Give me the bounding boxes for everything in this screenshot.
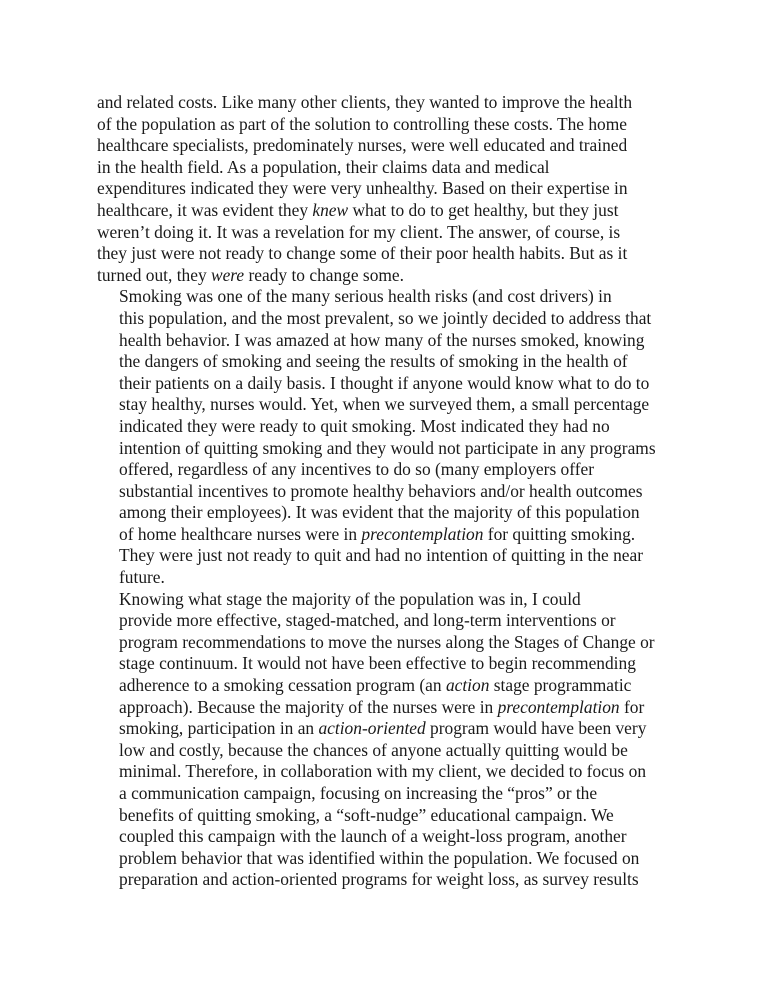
text-run: coupled this campaign with the launch of a weight-loss program, another [119, 826, 627, 847]
text-run: substantial incentives to promote healthy behaviors and/or health outcomes [119, 480, 643, 501]
text-run: health behavior. I was amazed at how many of the nurses smoked, knowing [119, 329, 645, 350]
document-page [97, 92, 682, 891]
text-line [97, 92, 682, 114]
text-line [97, 308, 682, 330]
text-line [97, 351, 682, 373]
italic-text-run: action [445, 675, 490, 696]
text-line [97, 222, 682, 244]
italic-text-run: were [210, 264, 245, 285]
text-run: among their employees). It was evident that the majority of this population [119, 502, 640, 523]
text-run: provide more effective, staged-matched, and long-term interventions or [119, 610, 616, 631]
text-line [97, 589, 682, 611]
text-line [97, 373, 682, 395]
text-run: stay healthy, nurses would. Yet, when we surveyed them, a small percentage [119, 394, 650, 415]
text-run: their patients on a daily basis. I thought if anyone would know what to do to [119, 372, 650, 393]
text-line [97, 567, 682, 589]
text-line [97, 653, 682, 675]
text-run: They were just not ready to quit and had no intention of quitting in the near [119, 545, 644, 566]
text-run: program would have been very [425, 718, 647, 739]
text-line [97, 675, 682, 697]
text-run: intention of quitting smoking and they would not participate in any programs [119, 437, 656, 458]
text-run: minimal. Therefore, in collaboration with my client, we decided to focus on [119, 761, 647, 782]
text-run: stage continuum. It would not have been effective to begin recommending [119, 653, 636, 674]
italic-text-run: knew [312, 199, 349, 220]
text-run: they just were not ready to change some of their poor health habits. But as it [97, 243, 628, 264]
text-line [97, 114, 682, 136]
text-run: indicated they were ready to quit smoking. Most indicated they had no [119, 415, 610, 436]
text-run: what to do to get healthy, but they just [348, 199, 619, 220]
text-run: the dangers of smoking and seeing the results of smoking in the health of [119, 351, 628, 372]
text-run: and related costs. Like many other clients, they wanted to improve the health [97, 92, 633, 112]
text-run: Knowing what stage the majority of the population was in, I could [119, 588, 581, 609]
text-line [97, 826, 682, 848]
text-line [97, 610, 682, 632]
text-run: program recommendations to move the nurses along the Stages of Change or [119, 631, 655, 652]
text-line [97, 718, 682, 740]
text-run: low and costly, because the chances of anyone actually quitting would be [119, 739, 628, 760]
text-run: benefits of quitting smoking, a “soft-nudge” educational campaign. We [119, 804, 614, 825]
body-paragraph [97, 286, 682, 588]
text-line [97, 265, 682, 287]
body-paragraph [97, 589, 682, 891]
text-run: smoking, participation in an [119, 718, 319, 739]
text-run: approach). Because the majority of the nurses were in [119, 696, 498, 717]
italic-text-run: precontemplation [497, 696, 620, 717]
text-line [97, 632, 682, 654]
text-line [97, 502, 682, 524]
text-run: adherence to a smoking cessation program (an [119, 675, 446, 696]
text-line [97, 178, 682, 200]
text-line [97, 200, 682, 222]
text-line [97, 481, 682, 503]
text-line [97, 157, 682, 179]
text-line [97, 394, 682, 416]
body-paragraph [97, 92, 682, 286]
italic-text-run: action-oriented [318, 718, 426, 739]
text-run: for quitting smoking. [483, 523, 636, 544]
text-line [97, 524, 682, 546]
text-line [97, 438, 682, 460]
text-line [97, 416, 682, 438]
text-line [97, 135, 682, 157]
text-run: stage programmatic [489, 675, 632, 696]
text-run: of the population as part of the solution to controlling these costs. The home [97, 113, 627, 134]
text-line [97, 848, 682, 870]
text-run: of home healthcare nurses were in [119, 523, 362, 544]
text-run: turned out, they [97, 264, 211, 285]
text-line [97, 761, 682, 783]
text-run: Smoking was one of the many serious health risks (and cost drivers) in [119, 286, 612, 307]
text-run: problem behavior that was identified within the population. We focused on [119, 847, 640, 868]
text-run: preparation and action-oriented programs for weight loss, as survey results [119, 869, 639, 890]
text-run: in the health field. As a population, their claims data and medical [97, 156, 550, 177]
text-line [97, 243, 682, 265]
text-line [97, 805, 682, 827]
text-run: expenditures indicated they were very unhealthy. Based on their expertise in [97, 178, 628, 199]
text-line [97, 459, 682, 481]
text-run: for [619, 696, 645, 717]
text-line [97, 740, 682, 762]
text-run: healthcare specialists, predominately nurses, were well educated and trained [97, 135, 628, 156]
text-run: future. [119, 567, 165, 588]
text-line [97, 869, 682, 891]
text-line [97, 783, 682, 805]
text-line [97, 330, 682, 352]
italic-text-run: precontemplation [361, 523, 484, 544]
text-run: this population, and the most prevalent, so we jointly decided to address that [119, 307, 652, 328]
text-line [97, 545, 682, 567]
text-run: offered, regardless of any incentives to do so (many employers offer [119, 459, 595, 480]
text-run: healthcare, it was evident they [97, 199, 313, 220]
text-run: ready to change some. [244, 264, 404, 285]
text-line [97, 697, 682, 719]
text-run: weren’t doing it. It was a revelation for my client. The answer, of course, is [97, 221, 621, 242]
text-run: a communication campaign, focusing on increasing the “pros” or the [119, 783, 598, 803]
text-line [97, 286, 682, 308]
